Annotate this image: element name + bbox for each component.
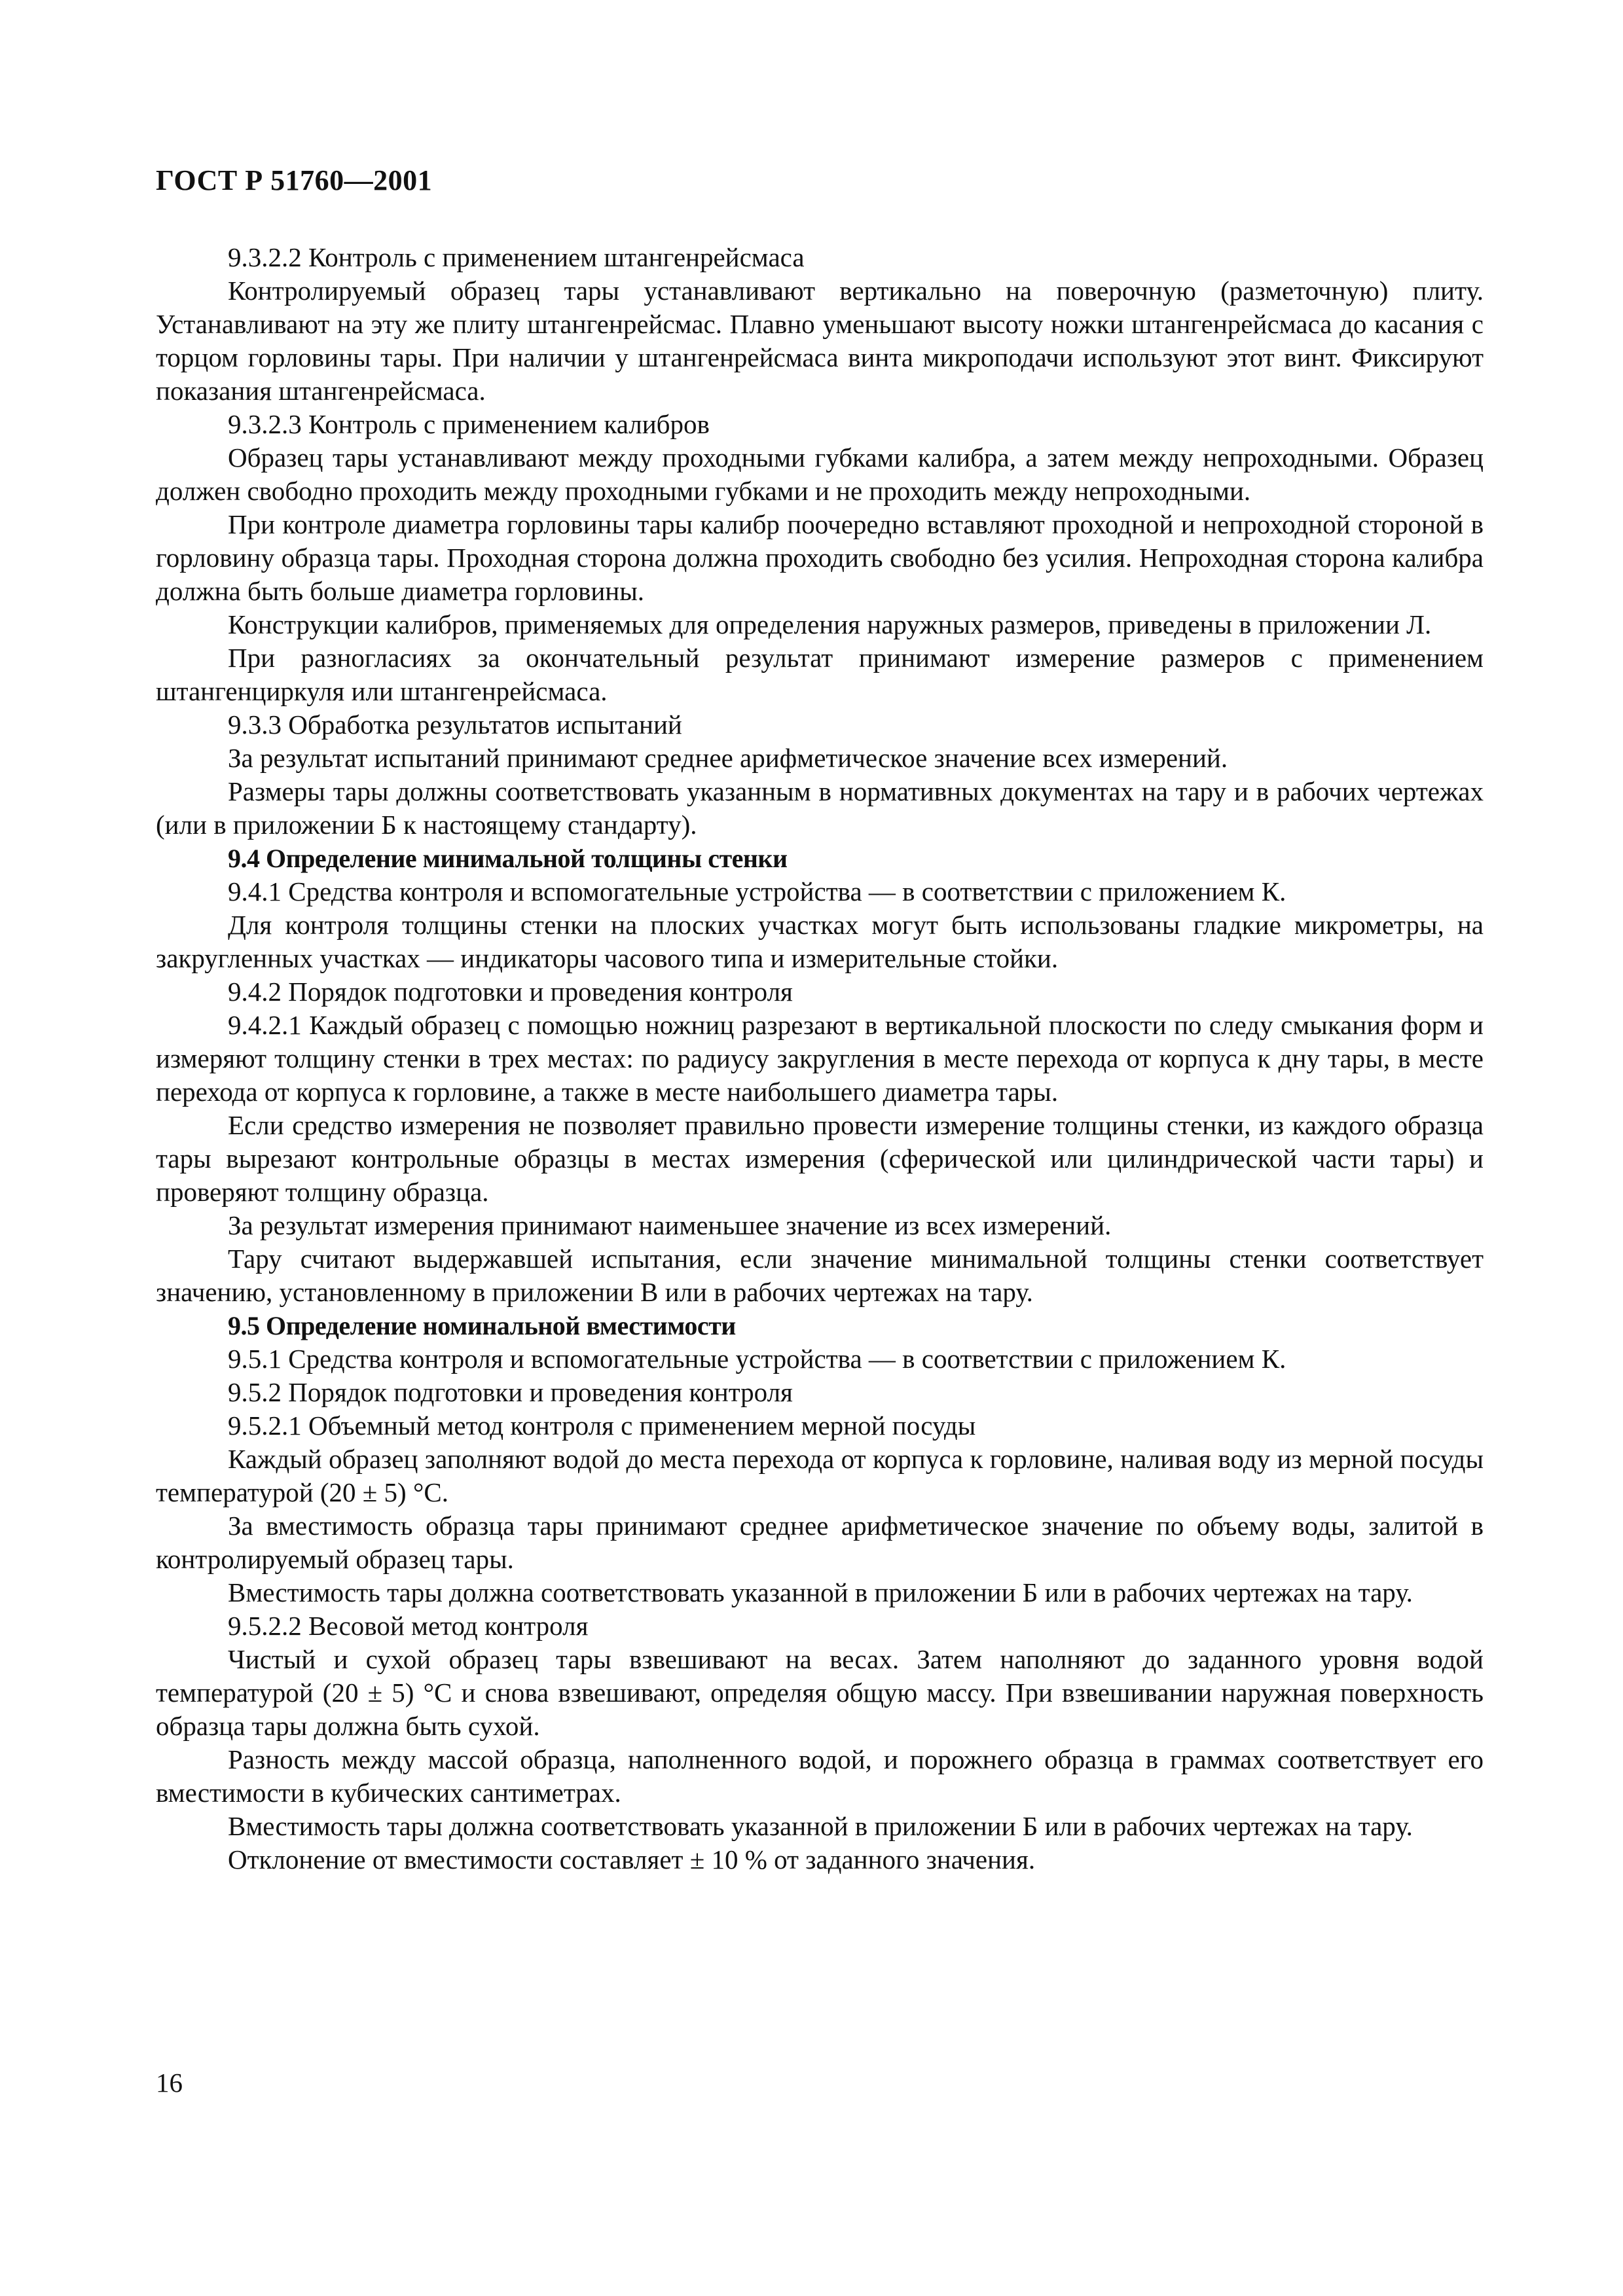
document-body	[156, 241, 1484, 1876]
paragraph: При контроле диаметра горловины тары калибр поочередно вставляют проходной и непроходной стороной в горловину образца тары. Проходная сторона должна проходить свободно без усилия. Непроходная сторона калибра должна быть больше диаметра горловины.	[156, 509, 1484, 606]
paragraph: Вместимость тары должна соответствовать указанной в приложении Б или в рабочих чертежах на тару.	[228, 1811, 1413, 1841]
section-heading-9-5-2: 9.5.2 Порядок подготовки и проведения контроля	[228, 1377, 793, 1407]
section-heading-9-3-3: 9.3.3 Обработка результатов испытаний	[228, 709, 682, 740]
paragraph: Если средство измерения не позволяет правильно провести измерение толщины стенки, из каждого образца тары вырезают контрольные образцы в местах измерения (сферической или цилиндрической части тары) и проверяют толщину образца.	[156, 1110, 1484, 1207]
paragraph: Вместимость тары должна соответствовать указанной в приложении Б или в рабочих чертежах на тару.	[228, 1577, 1413, 1607]
paragraph: Образец тары устанавливают между проходными губками калибра, а затем между непроходными. Образец должен свободно проходить между проходными губками и не проходить между непроходными.	[156, 442, 1484, 506]
paragraph: За вместимость образца тары принимают среднее арифметическое значение по объему воды, залитой в контролируемый образец тары.	[156, 1511, 1484, 1574]
paragraph: Для контроля толщины стенки на плоских участках могут быть использованы гладкие микрометры, на закругленных участках — индикаторы часового типа и измерительные стойки.	[156, 910, 1484, 973]
section-heading-9-3-2-3: 9.3.2.3 Контроль с применением калибров	[228, 409, 710, 439]
page-number: 16	[156, 2068, 183, 2098]
document-header: ГОСТ Р 51760—2001	[156, 164, 433, 196]
paragraph: За результат измерения принимают наименьшее значение из всех измерений.	[228, 1210, 1112, 1240]
paragraph: За результат испытаний принимают среднее арифметическое значение всех измерений.	[228, 743, 1228, 773]
section-heading-9-5-2-1: 9.5.2.1 Объемный метод контроля с применением мерной посуды	[228, 1410, 976, 1441]
section-heading-9-3-2-2: 9.3.2.2 Контроль с применением штангенрейсмаса	[228, 242, 805, 272]
paragraph: 9.4.1 Средства контроля и вспомогательные устройства — в соответствии с приложением К.	[228, 876, 1286, 906]
section-heading-9-4-2: 9.4.2 Порядок подготовки и проведения контроля	[228, 977, 793, 1007]
paragraph: Размеры тары должны соответствовать указанным в нормативных документах на тару и в рабочих чертежах (или в приложении Б к настоящему стандарту).	[156, 776, 1484, 840]
section-heading-9-5-2-2: 9.5.2.2 Весовой метод контроля	[228, 1611, 589, 1641]
paragraph: Разность между массой образца, наполненного водой, и порожнего образца в граммах соответствует его вместимости в кубических сантиметрах.	[156, 1744, 1484, 1808]
paragraph: Каждый образец заполняют водой до места перехода от корпуса к горловине, наливая воду из мерной посуды температурой (20 ± 5) °С.	[156, 1444, 1484, 1507]
paragraph: Отклонение от вместимости составляет ± 10 % от заданного значения.	[228, 1844, 1036, 1874]
paragraph: Тару считают выдержавшей испытания, если значение минимальной толщины стенки соответствует значению, установленному в приложении В или в рабочих чертежах на тару.	[156, 1244, 1484, 1307]
paragraph: Конструкции калибров, применяемых для определения наружных размеров, приведены в приложении Л.	[228, 609, 1432, 639]
paragraph: При разногласиях за окончательный результат принимают измерение размеров с применением штангенциркуля или штангенрейсмаса.	[156, 643, 1484, 706]
paragraph: Контролируемый образец тары устанавливают вертикально на поверочную (разметочную) плиту. Устанавливают на эту же плиту штангенрейсмас. Плавно уменьшают высоту ножки штангенрейсмаса до касания с торцом горловины тары. При наличии у штангенрейсмаса винта микроподачи используют этот винт. Фиксируют показания штангенрейсмаса.	[156, 276, 1484, 406]
paragraph: Чистый и сухой образец тары взвешивают на весах. Затем наполняют до заданного уровня водой температурой (20 ± 5) °С и снова взвешивают, определяя общую массу. При взвешивании наружная поверхность образца тары должна быть сухой.	[156, 1644, 1484, 1741]
paragraph: 9.5.1 Средства контроля и вспомогательные устройства — в соответствии с приложением К.	[228, 1344, 1286, 1374]
section-heading-9-5: 9.5 Определение номинальной вместимости	[228, 1311, 736, 1340]
section-heading-9-4: 9.4 Определение минимальной толщины стенки	[228, 844, 788, 873]
paragraph: 9.4.2.1 Каждый образец с помощью ножниц разрезают в вертикальной плоскости по следу смыкания форм и измеряют толщину стенки в трех местах: по радиусу закругления в месте перехода от корпуса к дну тары, в месте перехода от корпуса к горловине, а также в месте наибольшего диаметра тары.	[156, 1010, 1484, 1107]
